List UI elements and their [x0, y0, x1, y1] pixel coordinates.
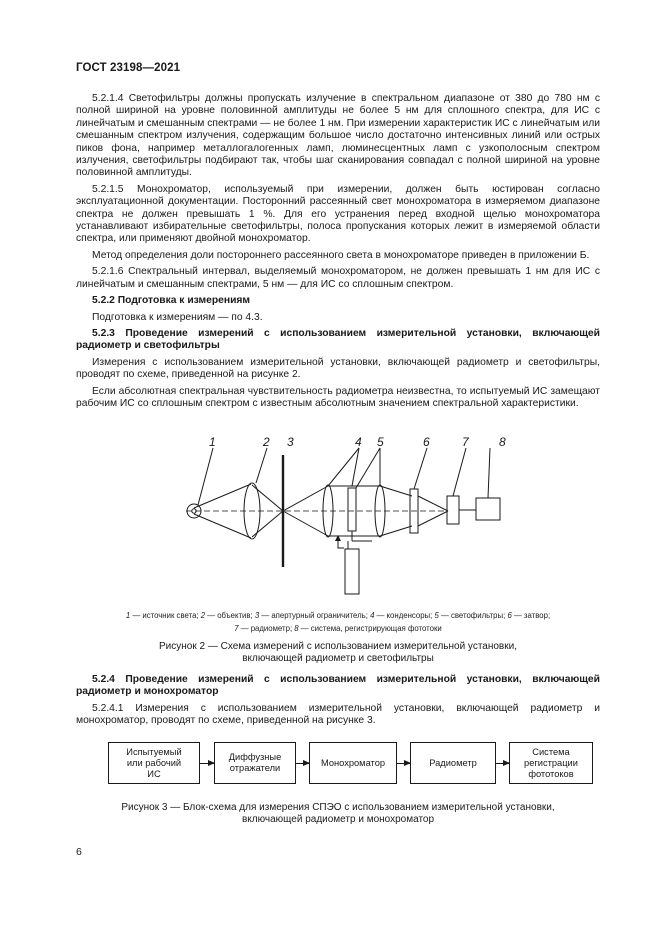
block-registration-system: Система регистрации фототоков [509, 742, 593, 784]
block-diffuse-reflectors: Диффузные отражатели [214, 742, 296, 784]
paragraph-5-2-1-4: 5.2.1.4 Светофильтры должны пропускать излучение в спектральном диапазоне от 380 до 780 нм с полной шириной на уровне половинной амплитуды не более 5 нм для сплошного спектра, для ИС с линейчатым и смешанным спектрами — не более 1 нм. При измерении характеристик ИС с линейчатым или смешанным спектром излучения, содержащим большое число достаточно интенсивных линий или острых пиков фона, например металлогалогенных ламп, люминесцентных ламп с узкополосным спектром излучения, светофильтры подбирают так, чтобы шаг сканирования совпадал с полной шириной на уровне половинной амплитуды. [76, 93, 600, 179]
figure-2-label-8: 8 [499, 435, 506, 449]
paragraph-preparation: Подготовка к измерениям — по 4.3. [92, 311, 263, 323]
heading-5-2-3: 5.2.3 Проведение измерений с использованием измерительной установки, включающей радиометр и светофильтры [76, 327, 600, 352]
block-test-source: Испытуемый или рабочий ИС [108, 742, 200, 784]
block-radiometer: Радиометр [410, 742, 496, 784]
paragraph-5-2-1-6: 5.2.1.6 Спектральный интервал, выделяемый монохроматором, не должен превышать 1 нм для ИС с линейчатым и смешанным спектрами, 5 нм — для ИС со сплошным спектром. [76, 266, 600, 290]
heading-5-2-4: 5.2.4 Проведение измерений с использованием измерительной установки, включающей радиометр и монохроматор [76, 674, 600, 698]
document-header: ГОСТ 23198—2021 [76, 62, 181, 74]
figure-3-caption: Рисунок 3 — Блок-схема для измерения СПЭО с использованием измерительной установки, включающей радиометр и монохроматор [121, 802, 555, 825]
figure-3-block-diagram [76, 736, 600, 792]
photocurrent-registration-system [476, 498, 500, 520]
paragraph-method: Метод определения доли постороннего рассеянного света в монохроматоре приведен в приложении Б. [92, 249, 590, 261]
figure-2-legend-line-1: 1 — источник света; 2 — объектив; 3 — апертурный ограничитель; 4 — конденсоры; 5 — светофильтры; 6 — затвор; [125, 611, 551, 620]
heading-5-2-2: 5.2.2 Подготовка к измерениям [92, 295, 251, 307]
figure-2-label-3: 3 [287, 435, 294, 449]
figure-2-label-2: 2 [263, 435, 270, 449]
block-monochromator: Монохроматор [309, 742, 397, 784]
filter-holder [348, 488, 356, 531]
arrow-2 [296, 763, 309, 764]
paragraph-5-2-3-a: Измерения с использованием измерительной установки, включающей радиометр и светофильтры, проводят по схеме, приведенной на рисунке 2. [76, 356, 600, 381]
figure-2-label-7: 7 [462, 435, 469, 449]
figure-2-label-5: 5 [377, 435, 384, 449]
paragraph-5-2-1-5: 5.2.1.5 Монохроматор, используемый при измерении, должен быть юстирован согласно эксплуатационной документации. Посторонний рассеянный свет монохроматора в измеряемом диапазоне спектра не должен превышать 1 %. Для его устранения перед входной щелью монохроматора устанавливают избирательные светофильтры, полоса пропускания которых лежит в измеряемой области спектра, или применяют двойной монохроматор. [76, 183, 600, 245]
filter-storage [345, 549, 359, 594]
paragraph-5-2-4-1: 5.2.4.1 Измерения с использованием измерительной установки, включающей радиометр и монохроматор, проводят по схеме, приведенной на рисунке 3. [76, 702, 600, 727]
figure-2-label-4: 4 [355, 435, 362, 449]
figure-2-caption: Рисунок 2 — Схема измерений с использованием измерительной установки, включающей радиометр и светофильтры [159, 641, 517, 664]
paragraph-5-2-3-b: Если абсолютная спектральная чувствительность радиометра неизвестна, то испытуемый ИС замещают рабочим ИС со сплошным спектром с известным абсолютным значением спектральной характеристики. [76, 385, 600, 409]
page-number: 6 [76, 846, 82, 858]
arrow-3 [397, 763, 410, 764]
arrow-1 [200, 763, 214, 764]
body-text-lower [76, 674, 600, 732]
figure-2-label-6: 6 [423, 435, 430, 449]
radiometer [447, 496, 459, 524]
arrow-4 [496, 763, 509, 764]
figure-2-label-1: 1 [209, 435, 216, 449]
figure-2-legend-line-2: 7 — радиометр; 8 — система, регистрирующая фототоки [234, 624, 442, 633]
